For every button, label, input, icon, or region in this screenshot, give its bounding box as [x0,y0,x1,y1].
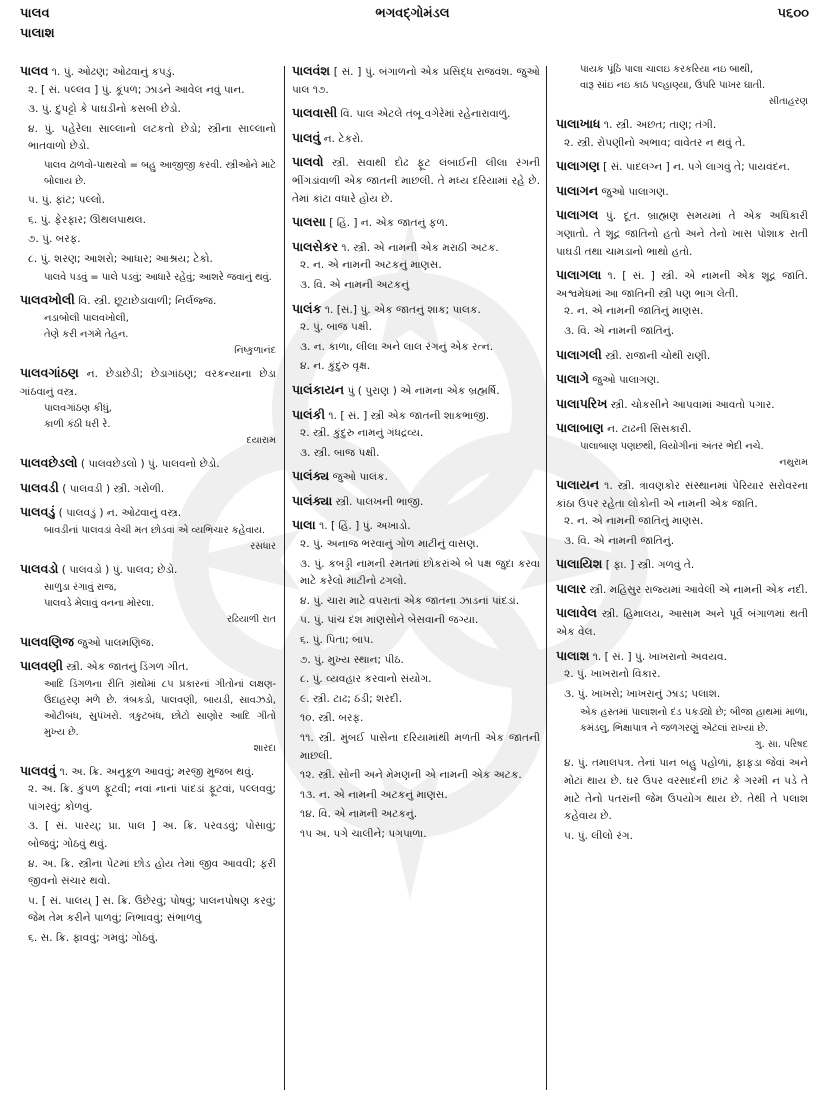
quotation [44,311,276,359]
headword: પાલવંશ [292,63,331,78]
dictionary-entry [556,555,808,575]
entry-main [20,633,276,653]
entry-main [20,364,276,401]
headword: પાલવ [20,63,49,78]
sense-definition: ૪. પું. પહેરેલા સાલ્લાનો લટકતો છેડો; સ્ત્રીના સાલ્લાનો ભાતવાળો છેડો. [28,122,276,153]
sense-definition: ૫. પું. ફાંટ; પલ્લો. [28,193,105,206]
sense-definition: ૫. [ સં. પાલય્ ] સ. ક્રિ. ઉછેરવું; પોષવું; પાલનપોષણ કરવું; જેમ તેમ કરીને પાળવું; નિભાવવું; સંભાળવું [28,894,276,925]
entry-main [556,580,808,600]
quotation-line: બાવડીનાં પાલવડાં વેચી મત છોડવાં એ વ્યભિચાર કહેવાય. [44,524,266,536]
sense-definition: ૨. પું. બાજ પક્ષી. [300,321,373,334]
sense-definition: ૪. પું. ચારા માટે વપરાતાં એક જાતના ઝાડનાં પાંદડાં. [300,594,520,607]
definition: [ હિં. ] ન. એક જાતનું ફળ. [325,217,449,230]
entry-main [20,560,276,580]
headword: પાલાખાધ [556,116,601,131]
headword: પાલસા [292,214,326,230]
dictionary-entry [292,406,540,463]
headword: પાલંક [292,300,322,316]
headword: પાલાગલ [556,207,599,223]
dictionary-entry [20,62,276,286]
citation-source: નથુરામ [779,456,808,468]
entry-main [292,153,540,208]
definition: પું. દૂત. બ્રાહ્મણ સમયમાં તે એક અધિકારી ગણાતો. તે શૂદ્ર જાતિનો હતો અને તેનો ખાસ પોશાક રાતી પાઘડી તથા ચામડાનો ભાથો હતો. [556,210,808,258]
definition: જુઓ પાલાગણ. [598,185,669,198]
definition: ૧. [ સં. ] પું. ખાખરાનો અવયવ. [589,650,727,663]
entry-main [556,370,808,390]
entry-main [556,476,808,513]
definition: ન. ટાઢની સિસકારી. [603,423,692,436]
definition: ૧. સ્ત્રી. ત્રાવણકોર સંસ્થાનમાં પેરિયાર સરોવરના કાંઠા ઉપર રહેતા લોકોની એ નામની એક જાતિ. [556,479,808,510]
dictionary-entry [556,206,808,261]
dictionary-entry [292,129,540,149]
quotation [44,158,276,190]
dictionary-column-1 [20,62,276,953]
page-header [0,0,825,60]
entry-main [556,206,808,261]
quotation-line: પાલાબાણ પણછથી, વિયોગીનાં અંતર ભેદી નચે. [580,440,764,452]
headword: પાલાગણ [556,158,600,174]
sense-definition: ૧૨. સ્ત્રી. સોની અને મેમણની એ નામની એક અટક. [300,769,522,782]
sense-definition: ૯. સ્ત્રી. ટાઢ; ઠંડી; શરદી. [300,692,403,705]
guide-word-first: પાલવ [20,6,50,21]
headword: પાલાયન [556,476,600,492]
entry-main [292,238,540,258]
entry-main [556,346,808,366]
definition: ૧. સ્ત્રી. એ નામની એક મરાઠી અટક. [338,241,499,254]
quotation-line: એક હસ્તમાં પાલાશનો દંડ પકડ્યો છે; બીજા હાથમાં માળા, કમંડલુ, ભિક્ષાપાત્ર ને જળગરણું એટલાં રાખ્યાં છે. [580,707,808,735]
headword: પાલવગાંઠણ [20,364,79,380]
definition: ( પાલવડી ) સ્ત્રી. ગરોળી. [58,482,165,495]
sense-definition: ૩. ન. કાળા, લીલા અને લાલ રંગનું એક રત્ન. [300,340,494,353]
sense-definition: ૩. વિ. એ નામની જાતિનું. [564,534,675,547]
definition: [ સં. પાદલગ્ન ] ન. પગે લાગવું તે; પાયવંદન. [599,161,790,174]
entry-main [292,213,540,233]
dictionary-entry [556,647,808,846]
definition: સ્ત્રી. રાજાની ચોથી રાણી. [601,349,711,362]
dictionary-entry [292,467,540,487]
definition: ૧. અ. ક્રિ. અનુકૂળ આવવું; મરજી મુજબ થવું. [56,765,255,778]
definition: સ્ત્રી. પાલખની ભાજી. [332,495,424,508]
sense-definition: ૨. પું. અનાજ ભરવાનું ગોળ માટીનું વાસણ. [300,538,479,551]
entry-main [556,182,808,202]
definition: ૧. [ સં. ] સ્ત્રી એક જાતની શાકભાજી. [325,409,490,422]
definition: સ્ત્રી. મહિસુર રાજ્યમાં આવેલી એ નામની એક નદી. [586,583,808,596]
sense-definition: ૧૫ અ. પગે ચાલીને; પગપાળા. [300,827,427,840]
entry-main [20,657,276,677]
definition: ન. ટેકરો. [320,132,364,145]
column-divider [546,66,547,1090]
definition: ( પાલવછેડલો ) પું. પાલવનો છેડો. [77,458,220,471]
dictionary-entry [292,104,540,124]
dictionary-entry [292,381,540,401]
dictionary-entry [556,266,808,340]
sense-definition: ૩. પું. દુપટ્ટો કે પાઘડીનો કસબી છેડો. [28,103,181,116]
dictionary-entry [556,395,808,415]
dictionary-entry [556,476,808,550]
quotation [44,523,276,555]
headword: પાલાબાણ [556,420,604,436]
dictionary-entry [292,516,540,843]
dictionary-entry [20,291,276,359]
headword: પાલાગે [556,371,589,387]
definition: સ્ત્રી. સવાથી દોઢ ફૂટ લંબાઈની લીલા રંગની ભીંગડાંવાળી એક જાતની માછલી. તે મધ્ય દરિયામાં રહે છે. તેમાં કાંટા વધારે હોય છે. [292,157,540,205]
headword: પાલાશ [556,647,590,663]
sense-definition: ૧૦. સ્ત્રી. બરફ. [300,712,364,725]
dictionary-entry [20,633,276,653]
sense-definition: ૨. ન. એ નામની જાતિનું માણસ. [564,515,704,528]
dictionary-entry [292,153,540,208]
quotation-line: પાલવ ઢાળવો-પાથરવો = બહુ આજીજી કરવી. સ્ત્રીઓને માટે બોલાય છે. [44,159,276,187]
entry-main [292,467,540,487]
entry-main [20,503,276,523]
definition: સ્ત્રી. એક જાતનું ડિંગળ ગીત. [62,661,189,674]
entry-main [20,291,276,311]
headword: પાલવડી [20,479,59,495]
headword: પાલવાસી [292,105,338,121]
entry-main [292,300,540,320]
page-number: ૫૬૦૦ [777,6,809,21]
guide-word-last: પાલાશ [20,26,55,41]
entry-main [20,454,276,474]
quotation [580,705,808,753]
quotation-line: પાલવે પડવું = પાલે પડવું; આધારે રહેવું; આશરે જવાનું થવું. [44,272,272,284]
dictionary-entry [556,62,808,110]
column-divider [284,66,285,1090]
sense-definition: ૨. ન. એ નામની અટકનું માણસ. [300,259,442,272]
sense-definition: ૨. પું. ખાખરાનો વિકાર. [564,668,661,681]
quotation-line: પાલવગાંઠણ કીધું, [44,403,112,415]
definition: જુઓ પાલંક. [329,471,388,484]
sense-definition: ૨. સ્ત્રી. કુંદુરુ નામનું ગંધદ્રવ્ય. [300,427,424,440]
entry-main [292,492,540,512]
definition: ( પાલવડું ) ન. ઓઢવાનું વસ્ત્ર. [55,507,182,520]
definition: ૧. [ હિં. ] પું. અખાડો. [315,520,411,533]
quotation-line: નડાબોલી પાલવખોલી, [44,312,129,324]
entry-main [292,104,540,124]
headword: પાલાપરિખ [556,395,608,411]
definition: [ સં. ] પું. બંગાળનો એક પ્રસિદ્ધ રાજવંશ. જુઓ પાલ ૧૭. [292,66,540,96]
headword: પાલવણિજ [20,633,74,649]
definition: જુઓ પાલાગણ. [588,374,660,387]
sense-definition: ૮. પું. વ્યવહાર કરવાનો સંયોગ. [300,673,432,686]
definition: ૧. પું. ઓઢણ; ઓઢવાનું કપડું. [48,66,175,78]
headword: પાલવડું [20,504,56,520]
entry-main [292,62,540,99]
sense-definition: ૪. અ. ક્રિ. સ્ત્રીના પેટમાં છોડ હોય તેમાં જીવ આવવી; ફરી જીવનો સંચાર થવો. [28,857,276,888]
definition: [ ફા. ] સ્ત્રી. ગળવું તે. [602,559,695,572]
sense-definition: ૨. સ્ત્રી. રોપણીનો અભાવ; વાવેતર ન થવું તે. [564,136,746,149]
entry-main [20,762,276,782]
definition: વિ. પાલ એટલે તંબૂ વગેરેમાં રહેનારાવાળું. [337,108,511,121]
dictionary-entry [20,503,276,555]
sense-definition: ૪. ન. કુંદુરુ વૃક્ષ. [300,360,371,373]
headword: પાલસેકર [292,238,339,254]
headword: પાલંકાયન [292,381,345,397]
headword: પાલાગલા [556,267,602,283]
headword: પાલવખોલી [20,292,75,308]
headword: પાલવવું [20,762,57,778]
dictionary-entry [292,492,540,512]
entry-main [556,604,808,641]
citation-source: શારદા [253,742,276,754]
definition: ૧. [ સં. ] સ્ત્રી. એ નામની એક શૂદ્ર જાતિ. અશ્વમેધમાં આ જાતિની સ્ત્રી પણ ભાગ લેતી. [556,270,808,300]
sense-definition: ૬. સ. ક્રિ. ફાવવું; ગમવું; ગોઠવું. [28,932,159,945]
dictionary-entry [292,238,540,295]
headword: પાલંક્ય [292,468,330,484]
dictionary-entry [20,560,276,628]
quotation-line: કાળી કંઠી ધરી રે. [44,419,111,431]
entry-main [292,406,540,426]
sense-definition: ૫. પું. લીલો રંગ. [564,829,633,842]
dictionary-column-3 [556,62,808,850]
sense-definition: ૧૩. ન. એ નામની અટકનું માણસ. [300,788,448,801]
definition: પું ( પુરાણ ) એ નામના એક બ્રહ્મર્ષિ. [344,384,500,397]
definition: ૧. [સં.] પું. એક જાતનું શાક; પાલક. [321,303,481,316]
quotation-line: આદિ ડિંગળના રીતિ ગ્રંથોમાં ૮૫ પ્રકારનાં ગીતોનાં લક્ષણ-ઉદાહરણ મળે છે. ત્રંબકડો, પાલવણી, બાયડી, સાવઝડો, ઓટીબંધ, સુપંખરો. ત્રકુટબંધ, છોટો સાણોર આદિ ગીતો મુખ્ય છે. [44,678,276,738]
dictionary-entry [556,370,808,390]
entry-main [292,129,540,149]
entry-main [20,479,276,499]
dictionary-entry [20,657,276,757]
citation-source: ગુ. સા. પરિષદ [754,739,808,751]
headword: પાલા [292,517,316,533]
dictionary-entry [20,479,276,499]
dictionary-entry [556,346,808,366]
citation-source: દયારામ [246,435,276,447]
quotation [44,580,276,628]
entry-main [556,419,808,439]
entry-main [556,395,808,415]
entry-main [556,647,808,667]
sense-definition: ૩. સ્ત્રી. બાજ પક્ષી. [300,446,380,459]
sense-definition: ૨. ન. એ નામની જાતિનું માણસ. [564,305,704,318]
entry-main [556,555,808,575]
dictionary-entry [556,604,808,641]
sense-definition: ૩. પું. ખાખરો; ખાખરાનું ઝાડ; પલાશ. [564,687,721,700]
headword: પાલવો [292,154,324,170]
sense-definition: ૧૪. વિ. એ નામની અટકનું. [300,808,418,821]
headword: પાલાગલી [556,346,602,362]
headword: પાલવડો [20,560,59,576]
definition: સ્ત્રી. ચોકસીને આપવામાં આવતો પગાર. [607,398,775,411]
quotation-line: સાળુડા રંગાવું રાજ, [44,581,117,593]
dictionary-entry [556,182,808,202]
definition: ૧. સ્ત્રી. અછત; તાણ; તંગી. [600,119,717,131]
entry-main [556,115,808,135]
headword: પાલાયિશ [556,556,603,572]
dictionary-column-2 [292,62,540,849]
quotation-line: પાલવડે મેલાવું વનના મોરલા. [44,597,155,609]
entry-main [556,266,808,303]
sense-definition: ૬. પું. ફેરફાર; ઊથલપાથલ. [28,213,146,226]
quotation-line: વારૂ સાંઇ નઇ કાઠ પલ્હાણ્યા, ઉપરિ પાખર ઘાતી. [580,80,766,91]
sense-definition: ૨. [ સં. પલ્લવ ] પું. કૂંપળ; ઝાડને આવેલ નવું પાન. [28,83,245,96]
definition: ન. છેડાછેડી; છેડાગાંઠણ; વરકન્યાના છેડા ગાંઠવાનું વસ્ત્ર. [20,367,276,398]
quotation [44,677,276,757]
quotation [580,439,808,471]
citation-source: નિષ્કુળાનંદ [234,344,276,356]
headword: પાલાવેલ [556,605,597,621]
dictionary-entry [292,300,540,376]
dictionary-entry [556,580,808,600]
sense-definition: ૬. પું. પિતા; બાપ. [300,634,374,647]
citation-source: રસધાર [250,540,276,552]
headword: પાલંકી [292,406,326,422]
quotation [44,401,276,449]
definition: વિ. સ્ત્રી. છૂટાછેડાવાળી; નિર્લજ્જ. [74,295,217,308]
book-title: ભગવદ્ગોમંડલ [375,6,450,21]
entry-main [292,381,540,401]
dictionary-entry [20,364,276,449]
entry-main [20,62,276,82]
headword: પાલવું [292,129,321,145]
entry-main [292,516,540,536]
definition: સ્ત્રી. હિમાલય, આસામ અને પૂર્વ બંગાળમાં થતી એક વેલ. [556,608,808,639]
citation-source: રઢિયાળી રાત [226,613,276,625]
definition: જુઓ પાલમણિજ. [73,636,155,649]
quotation-line: તેણે કરી નગમે તેહન. [44,328,129,340]
dictionary-entry [20,454,276,474]
dictionary-entry [292,62,540,99]
definition: ( પાલવડો ) પું. પાલવ; છેડો. [58,563,178,576]
sense-definition: ૧૧. સ્ત્રી. મુંબઈ પાસેના દરિયામાંથી મળતી એક જાતની માછલી. [300,732,540,762]
sense-definition: ૫. પું. પાંચ દશ માણસોને બેસવાની જગ્યા. [300,614,479,627]
headword: પાલંક્યા [292,492,333,508]
sense-definition: ૩. [ સં. પારય્; પ્રા. પાલ ] અ. ક્રિ. પરવડવું; પોસાવું; બોજવું; ગોઠવું થવું. [28,820,276,851]
dictionary-entry [556,419,808,471]
quotation-line: પાયક પૂંઠિ પાલા ચાલઇ કરકરિયા નઇ બાથી, [580,64,754,75]
sense-definition: ૭. પું. બરફ. [28,233,81,246]
headword: પાલાર [556,580,587,596]
dictionary-entry [20,762,276,948]
dictionary-entry [292,213,540,233]
dictionary-entry [556,157,808,177]
sense-definition: ૨. અ. ક્રિ. કુંપળ ફૂટવી; નવાં નાનાં પાંદડાં ફૂટવાં, પલ્લવવું; પાંગરવું; કોળવું. [28,783,276,813]
sense-definition: ૩. વિ. એ નામની અટકનું [300,278,410,291]
sense-definition: ૮. પું. શરણ; આશરો; આધાર; આશ્રય; ટેકો. [28,252,213,265]
citation-source: સીતાહરણ [768,96,808,107]
quotation [44,270,276,286]
sense-definition: ૩. વિ. એ નામની જાતિનું. [564,324,675,337]
headword: પાલાગન [556,182,599,198]
dictionary-entry [556,115,808,152]
sense-definition: ૩. પું. કબડ્ડી નામની રમતમાં છોકરાંએ બે પક્ષ જુદા કરવા માટે કરેલો માટીનો ઢગલો. [300,557,540,588]
quotation [580,62,808,110]
entry-main [556,157,808,177]
headword: પાલવછેડલો [20,455,78,471]
sense-definition: ૪. પું. તમાલપત્ર. તેનાં પાન બહુ પહોળાં, ફાફડા જેવાં અને મોટાં થાય છે. ઘર ઉપર વરસાદની છાંટ કે ગરમી ન પડે તે માટે તેનો પતરાંની જેમ ઉપયોગ થાય છે. તેથી તે પલાશ કહેવાય છે. [564,757,808,823]
sense-definition: ૭. પું. મુખ્ય સ્થાન; પીઠ. [300,653,404,666]
headword: પાલવણી [20,658,63,674]
